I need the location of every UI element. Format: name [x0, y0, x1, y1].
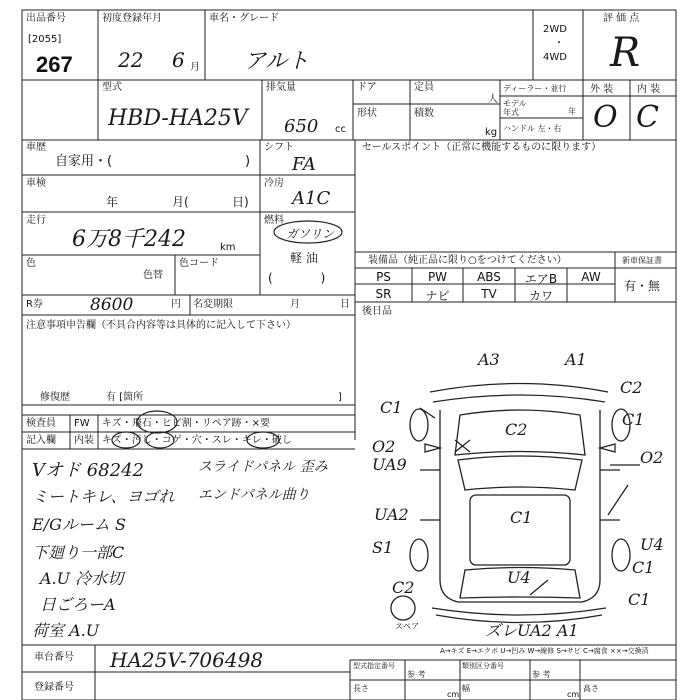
interior-label: 内 装 [637, 84, 661, 95]
diagram-note-right: エンドパネル曲り [198, 487, 310, 503]
fuel-other: ( ) [268, 271, 326, 285]
history-value: 自家用・( [55, 154, 113, 169]
exterior-label: 外 装 [590, 84, 614, 95]
equip-navi: ナビ [425, 289, 450, 303]
color-change-label: 色替 [143, 270, 163, 281]
drive-2wd: 2WD [543, 24, 567, 35]
lot-sub-number: [2055] [28, 34, 62, 45]
inspection-row2: キズ・汚し・コゲ・穴・スレ・キレ・破し [102, 435, 292, 446]
mileage-unit: km [220, 242, 236, 253]
equip-aw: AW [581, 270, 601, 284]
recycle-label: R券 [26, 299, 43, 310]
handwritten-note: ミートキレ、ヨゴれ [32, 487, 175, 506]
name-change-day: 日 [340, 299, 350, 310]
shift-value: FA [292, 154, 316, 175]
warranty-value: 有・無 [624, 279, 661, 293]
rating-label: 評 価 点 [603, 13, 640, 24]
name-change-label: 名変期限 [193, 299, 233, 310]
first-registration-month: 6 [172, 48, 185, 72]
inspection-year: 年 [106, 195, 119, 209]
history-close: ) [245, 154, 251, 169]
width-label: 幅 [462, 684, 470, 693]
load-label: 積数 [414, 108, 434, 119]
inspection-label: 車検 [26, 178, 46, 189]
displacement-label: 排気量 [266, 82, 296, 93]
inspection-month: 月( [172, 195, 189, 209]
equip-abs: ABS [477, 270, 501, 284]
sales-point-label: セールスポイント（正常に機能するものに限ります） [362, 142, 602, 153]
repair-history-close: ] [338, 392, 342, 403]
load-unit: kg [485, 127, 498, 138]
reference-2: 参 考 [532, 670, 551, 679]
recycle-unit: 円 [171, 299, 181, 310]
diagram-label: ズレUA2 A1 [485, 621, 579, 640]
notes-label: 注意事項申告欄（不具合内容等は具体的に記入して下さい） [26, 320, 296, 331]
diagram-label: U4 [507, 568, 531, 587]
repair-history-value: 有 [箇所 [106, 392, 144, 403]
inspection-day: 日) [232, 195, 249, 209]
after-items-label: 後日品 [362, 306, 392, 317]
handwritten-note: A.U 冷水切 [40, 569, 124, 588]
model-year-label: モデル年式 [503, 99, 527, 117]
diagram-label: C1 [510, 508, 533, 527]
handwritten-note: E/Gルーム S [32, 515, 126, 534]
fw-label: FW [74, 418, 90, 429]
diagram-label: C2 [505, 420, 528, 439]
door-label: ドア [357, 82, 377, 93]
diagram-label: U4 [640, 535, 664, 554]
repair-history-label: 修復歴 [40, 392, 70, 403]
diagram-label: C1 [622, 410, 645, 429]
diagram-label: A3 [478, 350, 500, 369]
year-unit: 年 [568, 107, 576, 116]
damage-legend: A→キズ E→エクボ U→凹み W→線修 S→サビ C→腐食 ××→交換済 [440, 647, 649, 655]
diagram-label: O2 [640, 448, 664, 467]
first-registration-label: 初度登録年月 [102, 13, 162, 24]
drive-dot: ・ [554, 38, 564, 49]
diagram-label: C2 [392, 578, 415, 597]
type-designation-label: 型式指定番号 [353, 662, 395, 670]
handwritten-note: 荷室 A.U [32, 621, 100, 640]
displacement-value: 650 [284, 116, 319, 137]
interior-grade: C [636, 100, 659, 135]
month-unit: 月 [190, 62, 200, 73]
equip-tv: TV [481, 287, 497, 301]
handwritten-note: Vオド 68242 [32, 460, 144, 481]
displacement-unit: cc [335, 124, 346, 135]
diagram-note-right: スライドパネル 歪み [198, 459, 328, 475]
equip-airbag: エアB [524, 272, 558, 286]
length-label: 長さ [353, 684, 369, 693]
diagram-label: C2 [620, 378, 643, 397]
color-label: 色 [26, 258, 36, 269]
rating-value: R [610, 30, 641, 76]
diagram-label: C1 [628, 590, 651, 609]
drive-4wd: 4WD [543, 52, 567, 63]
equip-sr: SR [375, 287, 392, 301]
interior-row-label: 内装 [74, 435, 94, 446]
inspector-label: 検査員 [26, 418, 56, 429]
first-registration-year: 22 [118, 48, 144, 72]
diagram-label: O2 [372, 437, 396, 456]
recorder-label: 記入欄 [26, 435, 56, 446]
diagram-label: S1 [372, 538, 394, 557]
capacity-unit: 人 [488, 94, 498, 105]
registration-label: 登録番号 [34, 682, 74, 693]
model-type-value: HBD-HA25V [108, 106, 248, 131]
color-code-label: 色コード [179, 258, 219, 269]
name-change-month: 月 [290, 299, 300, 310]
lot-number: 267 [36, 52, 73, 77]
category-label: 類別区分番号 [462, 662, 504, 670]
diagram-label: C1 [632, 558, 655, 577]
handwritten-note: 日ごろーA [40, 595, 116, 614]
model-type-label: 型式 [102, 82, 122, 93]
width-unit: cm [567, 690, 580, 699]
shape-label: 形状 [357, 108, 377, 119]
mileage-value: 6万8千242 [72, 227, 186, 252]
spare-tire-label: スペア [395, 622, 419, 631]
equip-pw: PW [427, 270, 448, 284]
ac-label: 冷房 [264, 178, 284, 189]
fuel-diesel: 軽 油 [290, 251, 318, 265]
dealer-label: ディーラー・並行 [503, 84, 567, 93]
equip-ps: PS [376, 270, 391, 284]
diagram-label: C1 [380, 398, 403, 417]
diagram-label: UA2 [374, 505, 409, 524]
exterior-grade: O [593, 100, 618, 135]
chassis-number: HA25V-706498 [110, 648, 264, 672]
warranty-label: 新車保証書 [622, 256, 662, 265]
height-label: 高さ [583, 684, 599, 693]
equip-leather: カワ [528, 289, 553, 303]
equipment-label: 装備品（純正品に限り○をつけてください） [368, 255, 567, 266]
reference-1: 参 考 [407, 670, 426, 679]
shift-label: シフト [264, 142, 294, 153]
inspection-row1: キズ・飛石・ヒビ割・リペア跡・×要 [102, 418, 270, 429]
capacity-label: 定員 [414, 82, 434, 93]
car-name-value: アルト [244, 49, 310, 74]
lot-number-label: 出品番号 [26, 13, 66, 24]
mileage-label: 走行 [26, 215, 46, 226]
diagram-label: A1 [565, 350, 587, 369]
length-unit: cm [447, 690, 460, 699]
recycle-value: 8600 [90, 295, 134, 315]
handwritten-note: 下廻り一部C [32, 543, 125, 562]
fuel-gasoline: ガソリン [286, 227, 335, 241]
ac-value: A1C [292, 188, 331, 209]
history-label: 車歴 [26, 142, 46, 153]
car-name-label: 車名・グレード [209, 13, 279, 24]
chassis-label: 車台番号 [34, 652, 74, 663]
diagram-label: UA9 [372, 455, 407, 474]
fuel-label: 燃料 [264, 215, 284, 226]
handle-label: ハンドル 左・右 [503, 124, 562, 133]
